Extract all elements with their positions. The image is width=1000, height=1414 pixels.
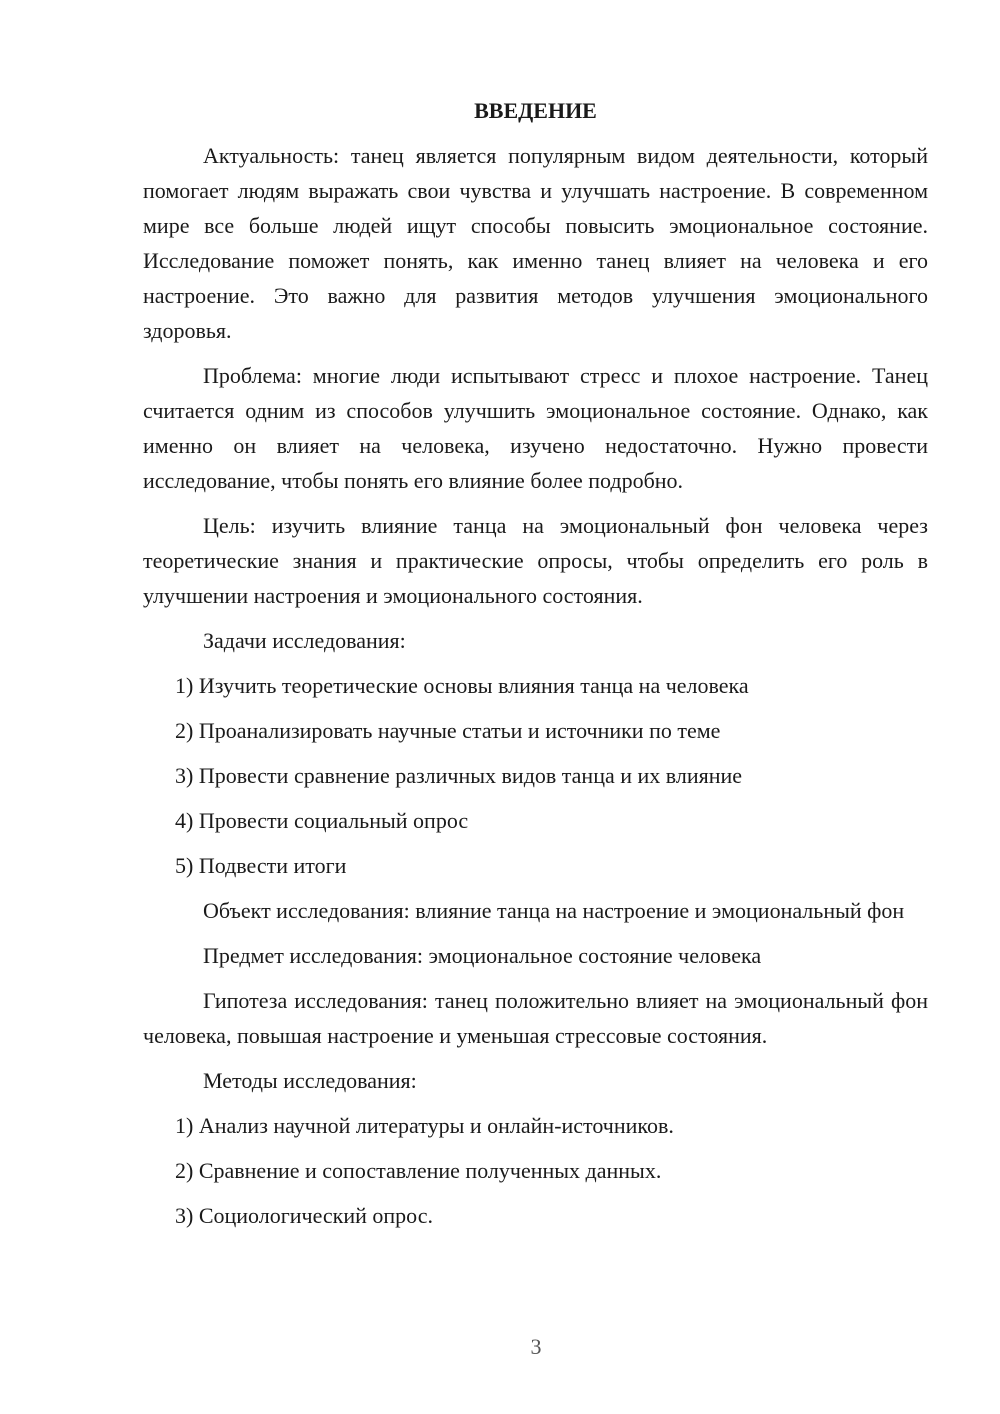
page-number: 3	[530, 1334, 542, 1359]
paragraph-hypothesis: Гипотеза исследования: танец положительно влияет на эмоциональный фон человека, повышая настроение и уменьшая стрессовые состояния.	[143, 988, 928, 1048]
section-title: ВВЕДЕНИЕ	[474, 98, 597, 123]
list-item: 3) Провести сравнение различных видов танца и их влияние	[175, 763, 743, 788]
list-item: 4) Провести социальный опрос	[175, 808, 469, 833]
paragraph-subject: Предмет исследования: эмоциональное состояние человека	[203, 943, 762, 968]
paragraph-object: Объект исследования: влияние танца на настроение и эмоциональный фон	[203, 898, 905, 923]
methods-heading: Методы исследования:	[203, 1068, 417, 1093]
document-page	[143, 96, 928, 1233]
paragraph-relevance: Актуальность: танец является популярным видом деятельности, который помогает людям выражать свои чувства и улучшать настроение. В современном мире все больше людей ищут способы повысить эмоциональное состояние. Исследование поможет понять, как именно танец влияет на человека и его настроение. Это важно для развития методов улучшения эмоционального здоровья.	[143, 143, 928, 343]
methods-list	[143, 1108, 928, 1233]
list-item: 1) Анализ научной литературы и онлайн-источников.	[175, 1113, 674, 1138]
list-item: 1) Изучить теоретические основы влияния танца на человека	[175, 673, 749, 698]
paragraph-problem: Проблема: многие люди испытывают стресс и плохое настроение. Танец считается одним из способов улучшить эмоциональное состояние. Однако, как именно он влияет на человека, изучено недостаточно. Нужно провести исследование, чтобы понять его влияние более подробно.	[143, 363, 928, 493]
paragraph-goal: Цель: изучить влияние танца на эмоциональный фон человека через теоретические знания и практические опросы, чтобы определить его роль в улучшении настроения и эмоционального состояния.	[143, 513, 928, 608]
tasks-heading: Задачи исследования:	[203, 628, 406, 653]
list-item: 2) Сравнение и сопоставление полученных данных.	[175, 1158, 662, 1183]
list-item: 5) Подвести итоги	[175, 853, 347, 878]
tasks-list	[143, 668, 928, 883]
list-item: 2) Проанализировать научные статьи и источники по теме	[175, 718, 721, 743]
list-item: 3) Социологический опрос.	[175, 1203, 433, 1228]
